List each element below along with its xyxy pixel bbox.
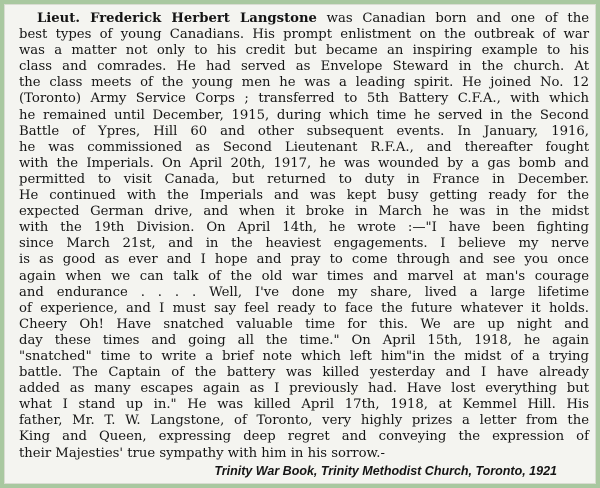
memorial-article: [19, 11, 589, 462]
article-line: he remained until December, 1915, during which time he served in the Second: [19, 107, 589, 123]
article-line-text: was Canadian born and one of the: [316, 11, 589, 26]
article-line: since March 21st, and in the heaviest engagements. I believe my nerve: [19, 236, 589, 252]
article-line: [19, 11, 589, 27]
article-line: "snatched" time to write a brief note which left him"in the midst of a trying: [19, 348, 589, 364]
article-line: again when we can talk of the old war times and marvel at man's courage: [19, 268, 589, 284]
article-line: day these times and going all the time." On April 15th, 1918, he again: [19, 332, 589, 348]
soldier-name: Lieut. Frederick Herbert Langstone: [37, 11, 317, 26]
article-line: Cheery Oh! Have snatched valuable time for this. We are up night and: [19, 316, 589, 332]
article-line: father, Mr. T. W. Langstone, of Toronto, very highly prizes a letter from the: [19, 413, 589, 429]
article-line: their Majesties' true sympathy with him in his sorrow.-: [19, 445, 385, 461]
article-line: with the Imperials. On April 20th, 1917, he was wounded by a gas bomb and: [19, 155, 589, 171]
article-line: added as many escapes again as I previously had. Have lost everything but: [19, 381, 589, 397]
article-line: was a matter not only to his credit but became an inspiring example to his: [19, 43, 589, 59]
article-line: permitted to visit Canada, but returned to duty in France in December.: [19, 171, 589, 187]
article-line: (Toronto) Army Service Corps ; transferred to 5th Battery C.F.A., with which: [19, 91, 589, 107]
article-line: what I stand up in." He was killed April 17th, 1918, at Kemmel Hill. His: [19, 397, 589, 413]
article-line: the class meets of the young men he was a leading spirit. He joined No. 12: [19, 75, 589, 91]
article-line: King and Queen, expressing deep regret and conveying the expression of: [19, 429, 589, 445]
article-line: he was commissioned as Second Lieutenant R.F.A., and thereafter fought: [19, 139, 589, 155]
document-frame: [4, 4, 596, 484]
article-line: class and comrades. He had served as Envelope Steward in the church. At: [19, 59, 589, 75]
source-citation: Trinity War Book, Trinity Methodist Church, Toronto, 1921: [214, 464, 557, 478]
article-line: best types of young Canadians. His prompt enlistment on the outbreak of war: [19, 27, 589, 43]
article-line: expected German drive, and when it broke in March he was in the midst: [19, 204, 589, 220]
article-line: Battle of Ypres, Hill 60 and other subsequent events. In January, 1916,: [19, 123, 589, 139]
article-line: He continued with the Imperials and was kept busy getting ready for the: [19, 188, 589, 204]
article-line: battle. The Captain of the battery was killed yesterday and I have already: [19, 365, 589, 381]
article-line: is as good as ever and I hope and pray to come through and see you once: [19, 252, 589, 268]
article-line: with the 19th Division. On April 14th, he wrote :—"I have been fighting: [19, 220, 589, 236]
article-line: of experience, and I must say feel ready to face the future whatever it holds.: [19, 300, 589, 316]
article-line: and endurance . . . . Well, I've done my share, lived a large lifetime: [19, 284, 589, 300]
